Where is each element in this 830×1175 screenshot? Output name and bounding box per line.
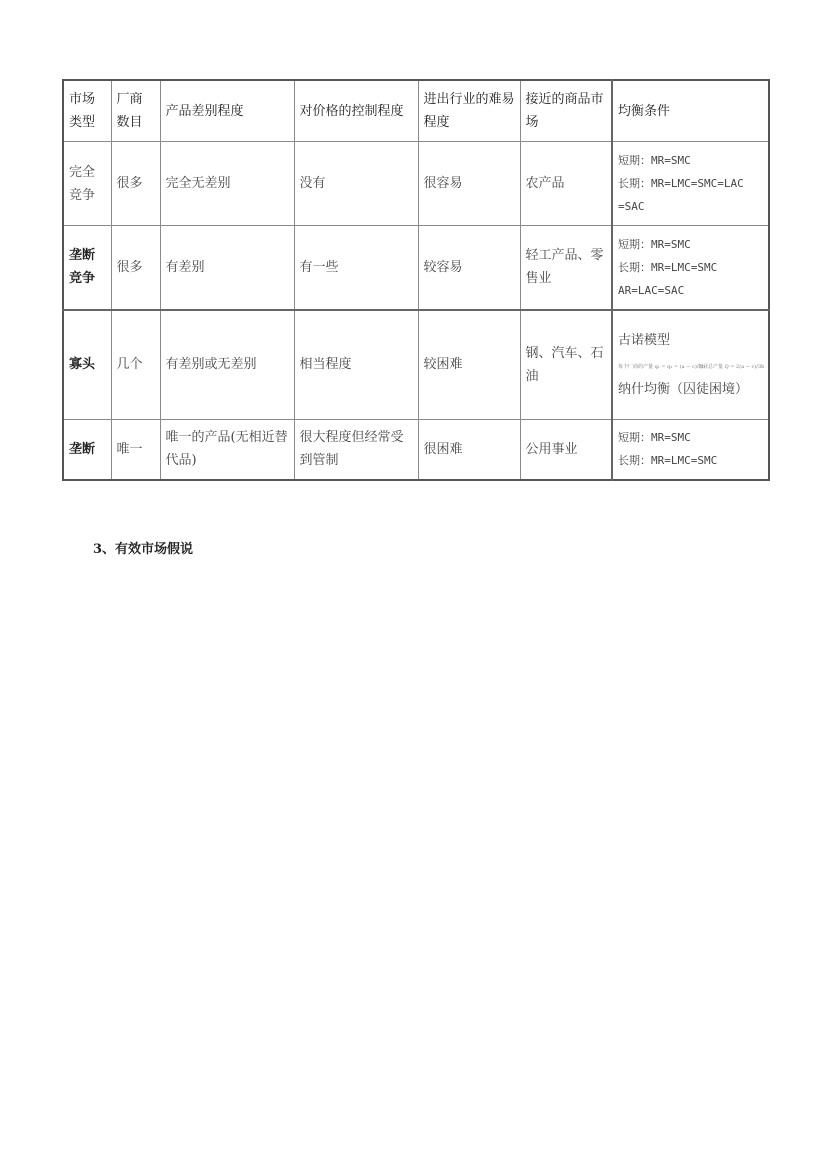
market-type-cell: 寡头 [63, 310, 111, 420]
firm-count-cell: 很多 [111, 142, 160, 226]
table-header-row [63, 80, 769, 142]
header-cell: 产品差别程度 [160, 80, 294, 142]
equilibrium-cell [612, 226, 769, 310]
firm-count-cell: 几个 [111, 310, 160, 420]
price-control-cell: 很大程度但经常受到管制 [294, 420, 418, 480]
eq-line: AR=LAC=SAC [618, 283, 685, 297]
eq-title: 古诺模型 [618, 332, 671, 348]
entry-cell: 较困难 [418, 310, 520, 420]
table-row [63, 142, 769, 226]
table-row [63, 420, 769, 480]
eq-line: 长期：MR=LMC=SMC=LAC [618, 177, 744, 190]
header-cell: 厂商数目 [111, 80, 160, 142]
eq-foot: 纳什均衡（囚徒困境） [618, 381, 749, 397]
equilibrium-cell [612, 142, 769, 226]
entry-cell: 很容易 [418, 142, 520, 226]
market-structure-table [62, 79, 770, 481]
similar-market-cell: 钢、汽车、石油 [520, 310, 612, 420]
firm-count-cell: 唯一 [111, 420, 160, 480]
market-type-cell: 垄断 [63, 420, 111, 480]
equilibrium-cell [612, 420, 769, 480]
product-diff-cell: 完全无差别 [160, 142, 294, 226]
formula-right-text: 行业总产量 Q = 2(a − c)/3b [698, 363, 764, 370]
equilibrium-cell [612, 310, 769, 420]
product-diff-cell: 有差别 [160, 226, 294, 310]
cournot-formula-image [618, 352, 763, 378]
formula-left-text: 每个厂商的产量 q₁ = q₂ = (a − c)/3b [618, 363, 705, 370]
header-cell: 进出行业的难易程度 [418, 80, 520, 142]
market-type-cell: 垄断竞争 [63, 226, 111, 310]
similar-market-cell: 公用事业 [520, 420, 612, 480]
price-control-cell: 有一些 [294, 226, 418, 310]
market-type-cell: 完全竞争 [63, 142, 111, 226]
price-control-cell: 相当程度 [294, 310, 418, 420]
entry-cell: 较容易 [418, 226, 520, 310]
similar-market-cell: 轻工产品、零售业 [520, 226, 612, 310]
similar-market-cell: 农产品 [520, 142, 612, 226]
header-cell: 均衡条件 [612, 80, 769, 142]
eq-line: 短期：MR=SMC [618, 431, 691, 445]
eq-line: 长期：MR=LMC=SMC [618, 260, 718, 274]
header-cell: 接近的商品市场 [520, 80, 612, 142]
firm-count-cell: 很多 [111, 226, 160, 310]
product-diff-cell: 唯一的产品(无相近替代品) [160, 420, 294, 480]
table-row [63, 310, 769, 420]
table-row [63, 226, 769, 310]
entry-cell: 很困难 [418, 420, 520, 480]
section-heading: 3、有效市场假说 [93, 542, 194, 557]
eq-line: =SAC [618, 200, 645, 213]
eq-line: 短期：MR=SMC [618, 237, 691, 251]
eq-line: 短期：MR=SMC [618, 154, 691, 167]
eq-line: 长期：MR=LMC=SMC [618, 454, 718, 468]
product-diff-cell: 有差别或无差别 [160, 310, 294, 420]
header-cell: 市场类型 [63, 80, 111, 142]
price-control-cell: 没有 [294, 142, 418, 226]
header-cell: 对价格的控制程度 [294, 80, 418, 142]
